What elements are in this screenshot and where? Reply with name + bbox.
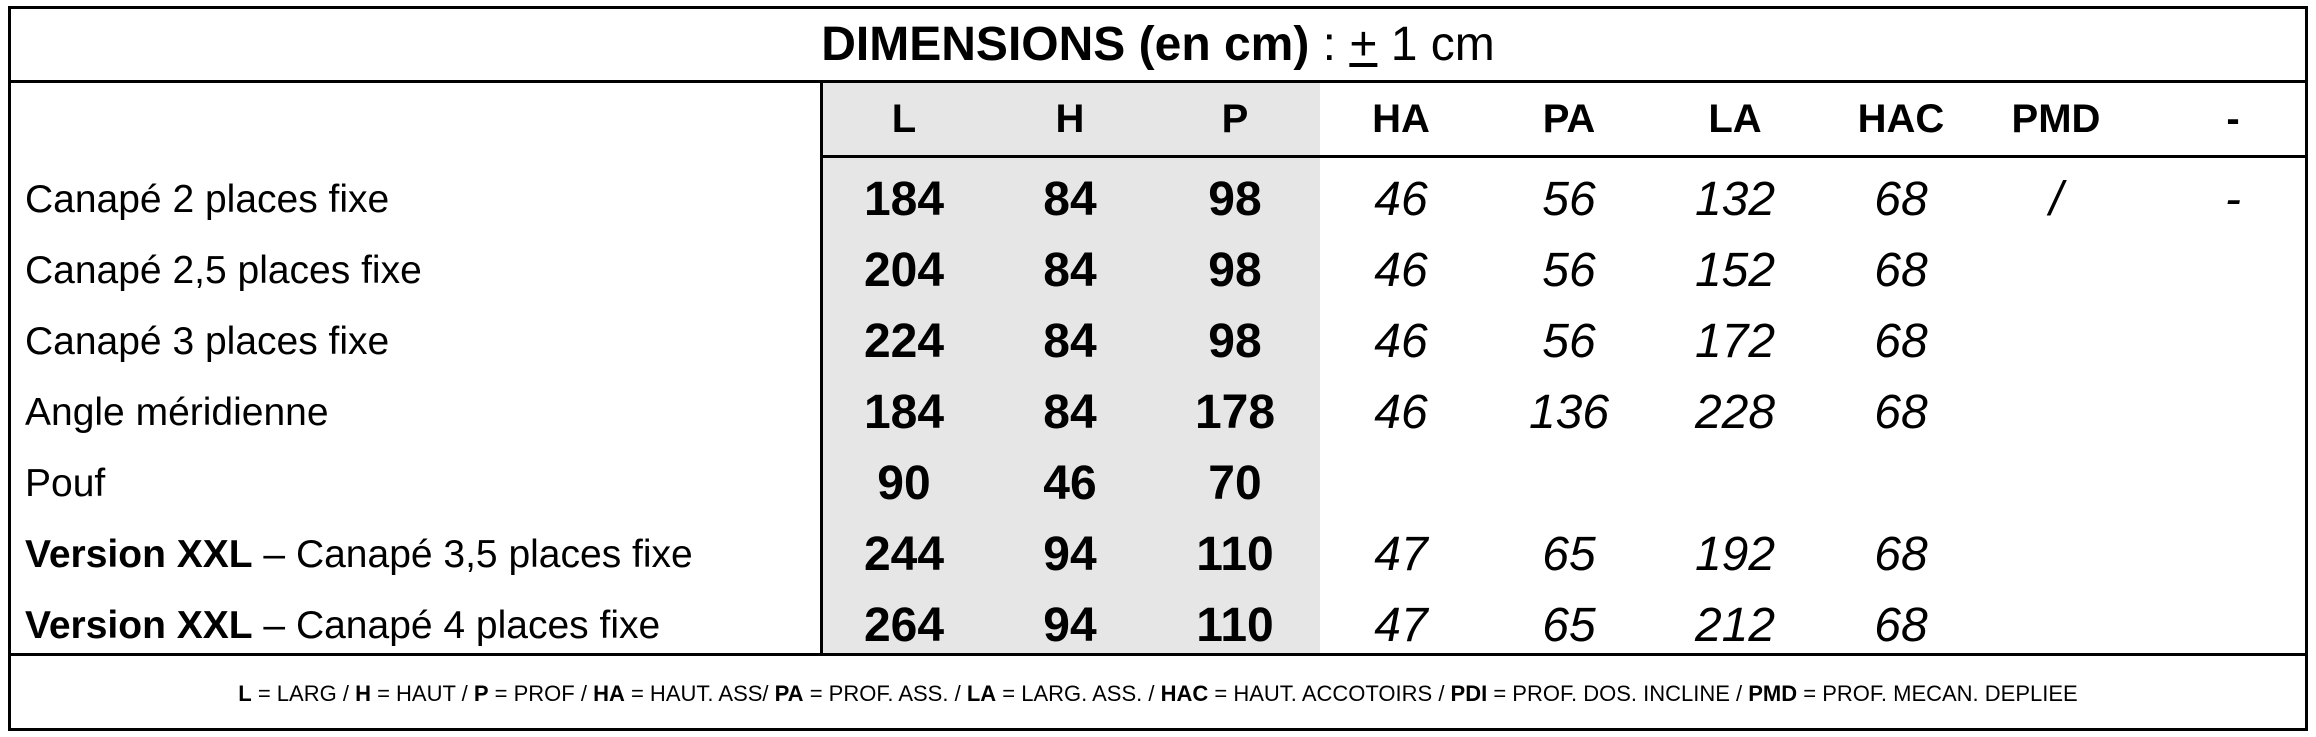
table-cell: 70 xyxy=(1208,457,1262,510)
table-cell: / xyxy=(2049,173,2063,226)
table-cell: 244 xyxy=(863,528,945,581)
table-cell xyxy=(1976,519,2136,590)
column-header: HA xyxy=(1372,97,1430,141)
legend-abbreviation: LA xyxy=(966,680,997,706)
row-label-text: Canapé 2,5 places fixe xyxy=(25,249,422,292)
table-cell: 46 xyxy=(1374,173,1428,226)
title-plus-minus: + xyxy=(1349,18,1378,71)
table-row xyxy=(11,306,2305,377)
legend-definition: = HAUT. ACCOTOIRS / xyxy=(1208,680,1451,706)
table-cell: 110 xyxy=(1196,599,1274,652)
legend-definition: = HAUT. ASS/ xyxy=(624,680,775,706)
table-cell: 68 xyxy=(1874,386,1928,439)
header-divider xyxy=(820,155,2308,158)
legend-definition: = LARG / xyxy=(251,680,356,706)
row-label-text: Canapé 2 places fixe xyxy=(25,178,390,221)
row-label-prefix: Version XXL xyxy=(25,604,253,647)
dimensions-table xyxy=(8,6,2308,731)
table-cell: 98 xyxy=(1208,173,1262,226)
table-cell: 56 xyxy=(1542,244,1596,297)
column-header: H xyxy=(1055,97,1085,141)
table-row xyxy=(11,519,2305,590)
title-separator: : xyxy=(1309,18,1350,71)
table-cell: 68 xyxy=(1874,244,1928,297)
table-cell: 46 xyxy=(1374,386,1428,439)
row-label xyxy=(25,448,105,519)
table-cell: 65 xyxy=(1542,599,1596,652)
legend-abbreviation: PA xyxy=(774,680,804,706)
table-cell: 110 xyxy=(1196,528,1274,581)
table-cell: 264 xyxy=(863,599,945,652)
table-row xyxy=(11,448,2305,519)
table-cell xyxy=(1976,235,2136,306)
table-cell: 228 xyxy=(1694,386,1776,439)
abbreviation-legend xyxy=(11,656,2305,731)
table-cell: 65 xyxy=(1542,528,1596,581)
title-main: DIMENSIONS (en cm) xyxy=(821,18,1310,71)
row-label-text: Pouf xyxy=(25,462,106,505)
table-cell: 172 xyxy=(1694,315,1776,368)
table-row xyxy=(11,377,2305,448)
table-cell: 68 xyxy=(1874,528,1928,581)
table-cell: 178 xyxy=(1194,386,1276,439)
column-header: L xyxy=(891,97,917,141)
table-cell xyxy=(2153,306,2313,377)
table-cell xyxy=(2153,519,2313,590)
row-label-text: Angle méridienne xyxy=(25,391,329,434)
table-cell: 56 xyxy=(1542,173,1596,226)
table-cell xyxy=(2153,448,2313,519)
legend-abbreviation: HAC xyxy=(1160,680,1209,706)
table-cell: 46 xyxy=(1374,244,1428,297)
legend-abbreviation: HA xyxy=(593,680,625,706)
table-cell: 184 xyxy=(863,386,945,439)
table-cell: 46 xyxy=(1043,457,1097,510)
legend-definition: = PROF. ASS. / xyxy=(803,680,967,706)
table-cell xyxy=(1976,448,2136,519)
table-cell: 152 xyxy=(1694,244,1776,297)
table-cell: 212 xyxy=(1694,599,1776,652)
table-cell: 98 xyxy=(1208,315,1262,368)
legend-definition: = PROF / xyxy=(488,680,594,706)
row-label xyxy=(25,590,660,661)
column-header-row xyxy=(11,83,2305,155)
table-cell: 84 xyxy=(1043,244,1097,297)
table-cell: 84 xyxy=(1043,386,1097,439)
table-row xyxy=(11,164,2305,235)
table-cell: 94 xyxy=(1043,528,1097,581)
table-cell: 132 xyxy=(1694,173,1776,226)
column-header: P xyxy=(1221,97,1249,141)
column-header: LA xyxy=(1708,97,1762,141)
table-row xyxy=(11,590,2305,661)
table-cell: 46 xyxy=(1374,315,1428,368)
legend-definition: = PROF. DOS. INCLINE / xyxy=(1487,680,1749,706)
legend-definition: = PROF. MECAN. DEPLIEE xyxy=(1797,680,2078,706)
table-cell: 84 xyxy=(1043,315,1097,368)
row-label xyxy=(25,519,693,590)
legend-abbreviation: P xyxy=(473,680,489,706)
table-cell: 90 xyxy=(877,457,931,510)
legend-abbreviation: L xyxy=(238,680,252,706)
table-cell: 94 xyxy=(1043,599,1097,652)
row-label xyxy=(25,306,389,377)
table-cell: 68 xyxy=(1874,599,1928,652)
table-cell: - xyxy=(2225,173,2241,226)
table-cell: 136 xyxy=(1528,386,1610,439)
column-header: HAC xyxy=(1857,97,1945,141)
table-cell xyxy=(1976,306,2136,377)
table-cell: 192 xyxy=(1694,528,1776,581)
table-cell: 47 xyxy=(1374,599,1428,652)
row-label xyxy=(25,235,422,306)
table-cell xyxy=(1655,448,1815,519)
legend-definition: = HAUT / xyxy=(370,680,474,706)
column-header: PA xyxy=(1542,97,1596,141)
table-cell xyxy=(2153,377,2313,448)
table-cell: 47 xyxy=(1374,528,1428,581)
table-row xyxy=(11,235,2305,306)
legend-abbreviation: PMD xyxy=(1748,680,1798,706)
column-header: - xyxy=(2226,97,2240,141)
row-label xyxy=(25,164,389,235)
table-cell: 98 xyxy=(1208,244,1262,297)
table-cell xyxy=(1976,590,2136,661)
table-cell: 184 xyxy=(863,173,945,226)
title-tolerance: 1 cm xyxy=(1377,18,1495,71)
table-cell: 224 xyxy=(863,315,945,368)
table-cell xyxy=(1321,448,1481,519)
legend-definition: = LARG. ASS. / xyxy=(996,680,1161,706)
table-cell: 68 xyxy=(1874,315,1928,368)
legend-abbreviation: H xyxy=(355,680,371,706)
table-cell: 56 xyxy=(1542,315,1596,368)
legend-abbreviation: PDI xyxy=(1450,680,1488,706)
column-header: PMD xyxy=(2011,97,2101,141)
table-cell xyxy=(2153,235,2313,306)
table-cell: 68 xyxy=(1874,173,1928,226)
row-label-text: Canapé 3 places fixe xyxy=(25,320,390,363)
table-cell xyxy=(1489,448,1649,519)
table-cell xyxy=(2153,590,2313,661)
table-cell: 84 xyxy=(1043,173,1097,226)
row-label xyxy=(25,377,329,448)
table-cell xyxy=(1821,448,1981,519)
row-label-text: – Canapé 3,5 places fixe xyxy=(252,533,693,576)
row-label-prefix: Version XXL xyxy=(25,533,253,576)
table-title xyxy=(11,9,2305,83)
table-cell xyxy=(1976,377,2136,448)
table-cell: 204 xyxy=(863,244,945,297)
row-label-text: – Canapé 4 places fixe xyxy=(252,604,661,647)
